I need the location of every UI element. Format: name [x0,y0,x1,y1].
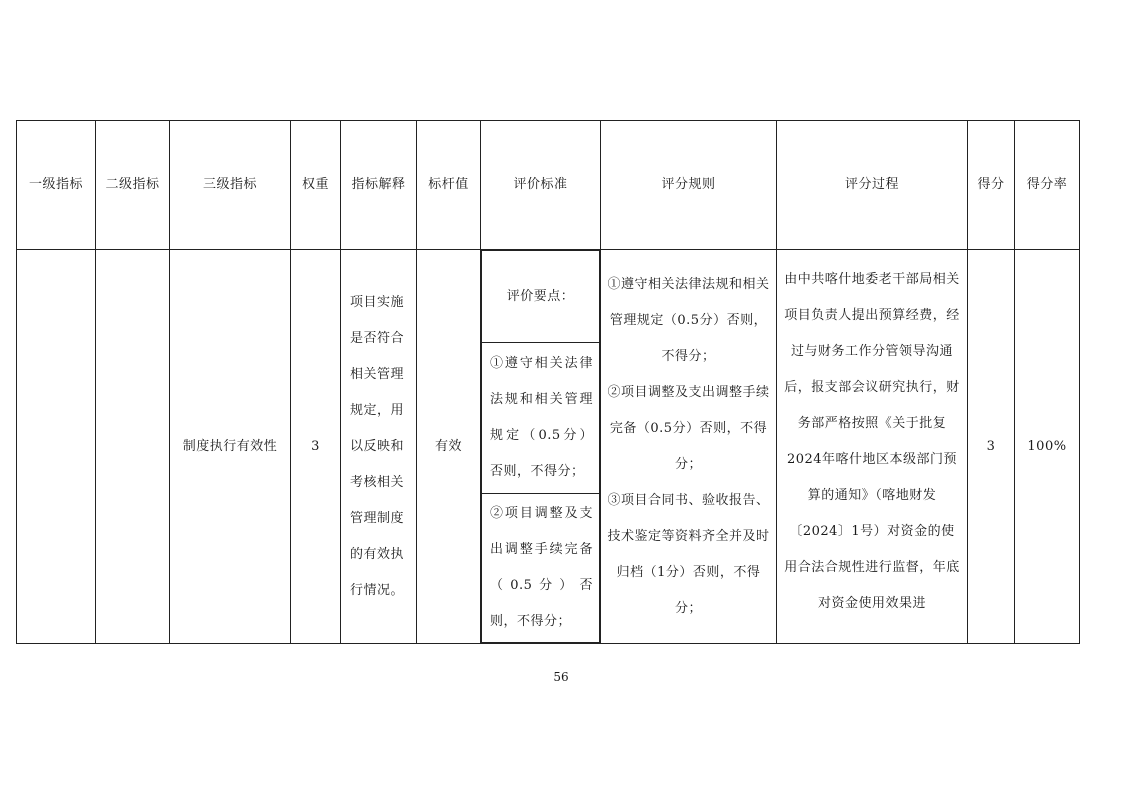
criteria-subtable [481,250,600,643]
level1-cell [17,250,96,644]
header-process: 评分过程 [777,121,968,250]
header-level2: 二级指标 [96,121,170,250]
benchmark-cell: 有效 [417,250,481,644]
criteria-point-1: ①遵守相关法律法规和相关管理规定（0.5分）否则，不得分； [482,343,600,494]
rules-list [601,267,776,627]
score-rate-cell: 100% [1015,250,1080,644]
criteria-cell [481,250,601,644]
rule-item-2: ②项目调整及支出调整手续完备（0.5分）否则，不得分； [607,384,770,472]
header-level1: 一级指标 [17,121,96,250]
header-level3: 三级指标 [170,121,291,250]
page-number: 56 [553,670,569,684]
level3-cell: 制度执行有效性 [170,250,291,644]
header-explanation: 指标解释 [341,121,417,250]
explanation-cell [341,250,417,644]
header-benchmark: 标杆值 [417,121,481,250]
criteria-point-2: ②项目调整及支出调整手续完备（0.5分）否则，不得分； [482,494,600,643]
process-cell [777,250,968,644]
score-cell: 3 [968,250,1015,644]
header-score: 得分 [968,121,1015,250]
header-row [17,121,1080,250]
rule-item-3: ③项目合同书、验收报告、技术鉴定等资料齐全并及时归档（1分）否则，不得分； [607,492,770,616]
criteria-heading: 评价要点： [482,251,600,343]
table-row [17,250,1080,644]
explanation-text: 项目实施是否符合相关管理规定，用以反映和考核相关管理制度的有效执行情况。 [350,294,405,598]
rules-cell [601,250,777,644]
header-criteria: 评价标准 [481,121,601,250]
header-score-rate: 得分率 [1015,121,1080,250]
level2-cell [96,250,170,644]
rule-item-1: ①遵守相关法律法规和相关管理规定（0.5分）否则，不得分； [607,276,770,364]
header-rules: 评分规则 [601,121,777,250]
header-weight: 权重 [291,121,341,250]
weight-cell: 3 [291,250,341,644]
evaluation-table [16,120,1080,644]
process-text: 由中共喀什地委老干部局相关项目负责人提出预算经费，经过与财务工作分管领导沟通后，报支部会议研究执行，财务部严格按照《关于批复2024年喀什地区本级部门预算的通知》（喀地财发〔2024〕1号）对资金的使用合法合规性进行监督，年底对资金使用效果进 [784,272,960,611]
